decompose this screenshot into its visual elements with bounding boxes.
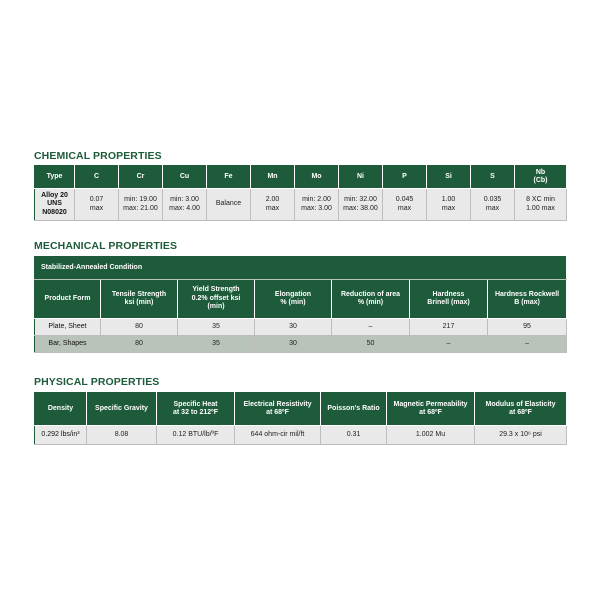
- mech-cell: –: [488, 336, 567, 353]
- phys-header-permeability: Magnetic Permeability at 68ºF: [387, 393, 475, 426]
- chem-header-fe: Fe: [207, 166, 251, 189]
- chem-header-cr: Cr: [119, 166, 163, 189]
- mech-cell: Bar, Shapes: [35, 336, 101, 353]
- phys-header-resistivity: Electrical Resistivity at 68ºF: [235, 393, 321, 426]
- chem-header-mn: Mn: [251, 166, 295, 189]
- chem-header-ni: Ni: [339, 166, 383, 189]
- chem-header-p: P: [383, 166, 427, 189]
- mechanical-condition: Stabilized-Annealed Condition: [35, 257, 567, 280]
- chem-cell-type: Alloy 20 UNS N08020: [35, 189, 75, 221]
- chem-header-si: Si: [427, 166, 471, 189]
- mech-cell: 80: [101, 336, 178, 353]
- phys-cell-modulus: 29.3 x 10⁶ psi: [475, 426, 567, 445]
- chem-cell-cu: min: 3.00 max: 4.00: [163, 189, 207, 221]
- chem-cell-c: 0.07 max: [75, 189, 119, 221]
- chem-cell-mn: 2.00 max: [251, 189, 295, 221]
- chem-cell-s: 0.035 max: [471, 189, 515, 221]
- mech-cell: –: [332, 319, 410, 336]
- chemical-properties-table: [34, 165, 567, 221]
- mech-header-tensile: Tensile Strength ksi (min): [101, 280, 178, 319]
- physical-properties-title: PHYSICAL PROPERTIES: [34, 376, 160, 388]
- phys-cell-specific-heat: 0.12 BTU/lb/ºF: [157, 426, 235, 445]
- mech-header-reduction: Reduction of area % (min): [332, 280, 410, 319]
- mech-header-product-form: Product Form: [35, 280, 101, 319]
- phys-cell-resistivity: 644 ohm-cir mil/ft: [235, 426, 321, 445]
- chem-cell-mo: min: 2.00 max: 3.00: [295, 189, 339, 221]
- phys-cell-permeability: 1.002 Mu: [387, 426, 475, 445]
- physical-header-row: [35, 393, 567, 426]
- chem-header-s: S: [471, 166, 515, 189]
- phys-cell-specific-gravity: 8.08: [87, 426, 157, 445]
- mech-cell: 50: [332, 336, 410, 353]
- mech-cell: 217: [410, 319, 488, 336]
- chem-cell-nb: 8 XC min 1.00 max: [515, 189, 567, 221]
- mechanical-properties-title: MECHANICAL PROPERTIES: [34, 240, 178, 252]
- mech-header-brinell: Hardness Brinell (max): [410, 280, 488, 319]
- chem-header-mo: Mo: [295, 166, 339, 189]
- mech-header-rockwell: Hardness Rockwell B (max): [488, 280, 567, 319]
- mechanical-header-row: [35, 280, 567, 319]
- chem-header-type: Type: [35, 166, 75, 189]
- phys-header-poisson: Poisson's Ratio: [321, 393, 387, 426]
- mech-cell: 80: [101, 319, 178, 336]
- physical-properties-table: [34, 392, 567, 445]
- mechanical-condition-row: [35, 257, 567, 280]
- mechanical-properties-table: [34, 256, 567, 353]
- mech-header-elongation: Elongation % (min): [255, 280, 332, 319]
- mech-cell: –: [410, 336, 488, 353]
- mech-cell: 95: [488, 319, 567, 336]
- mech-header-yield: Yield Strength 0.2% offset ksi (min): [178, 280, 255, 319]
- table-row: [35, 426, 567, 445]
- chemical-properties-title: CHEMICAL PROPERTIES: [34, 150, 162, 162]
- table-row: [35, 336, 567, 353]
- mech-cell: 30: [255, 336, 332, 353]
- chem-cell-si: 1.00 max: [427, 189, 471, 221]
- phys-cell-poisson: 0.31: [321, 426, 387, 445]
- phys-header-specific-gravity: Specific Gravity: [87, 393, 157, 426]
- mech-cell: Plate, Sheet: [35, 319, 101, 336]
- mech-cell: 30: [255, 319, 332, 336]
- chem-cell-cr: min: 19.00 max: 21.00: [119, 189, 163, 221]
- phys-header-density: Density: [35, 393, 87, 426]
- phys-cell-density: 0.292 lbs/in³: [35, 426, 87, 445]
- table-row: [35, 319, 567, 336]
- chem-cell-p: 0.045 max: [383, 189, 427, 221]
- chem-header-cu: Cu: [163, 166, 207, 189]
- table-row: [35, 189, 567, 221]
- mech-cell: 35: [178, 319, 255, 336]
- chem-cell-ni: min: 32.00 max: 38.00: [339, 189, 383, 221]
- chem-cell-fe: Balance: [207, 189, 251, 221]
- mech-cell: 35: [178, 336, 255, 353]
- chemical-header-row: [35, 166, 567, 189]
- chem-header-nb: Nb (Cb): [515, 166, 567, 189]
- chem-header-c: C: [75, 166, 119, 189]
- phys-header-modulus: Modulus of Elasticity at 68ºF: [475, 393, 567, 426]
- phys-header-specific-heat: Specific Heat at 32 to 212ºF: [157, 393, 235, 426]
